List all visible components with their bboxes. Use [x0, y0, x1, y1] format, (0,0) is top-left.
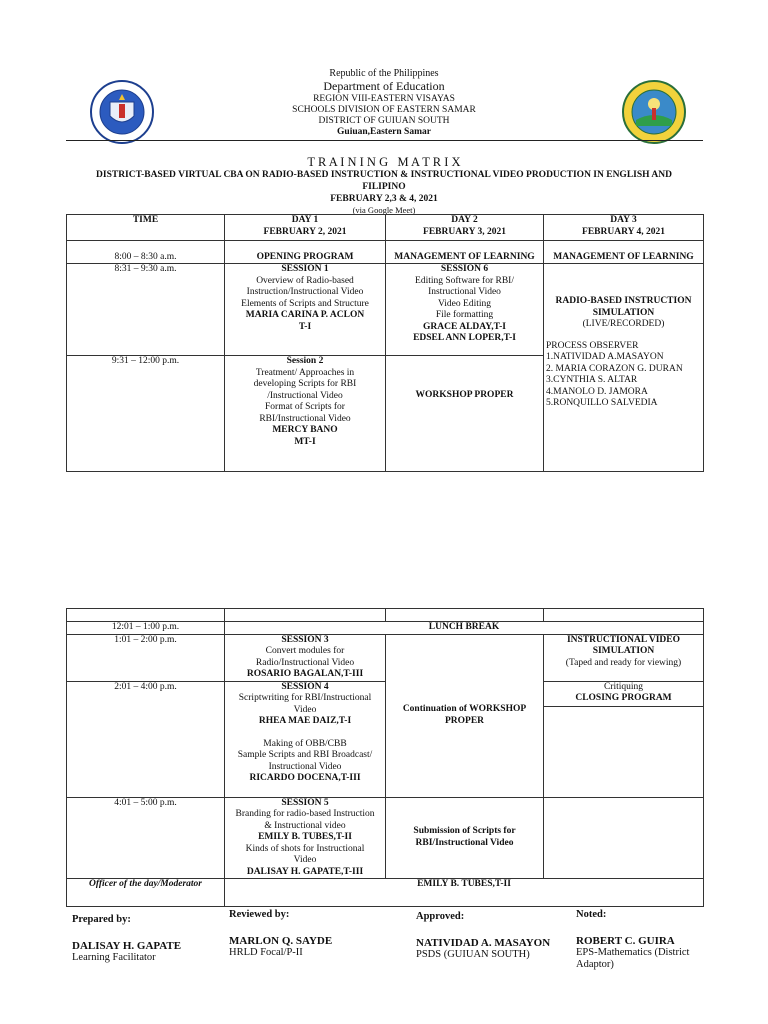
- prepared-by-label: Prepared by:: [72, 914, 131, 925]
- workshop-proper-cell: WORKSHOP PROPER: [386, 356, 544, 472]
- noted-by-name: ROBERT C. GUIRA: [576, 935, 675, 947]
- training-dates: FEBRUARY 2,3 & 4, 2021: [330, 194, 438, 204]
- noted-by-title-line2: Adaptor): [576, 959, 614, 970]
- time-cell: 8:00 – 8:30 a.m.: [67, 241, 225, 264]
- radio-simulation-cell: RADIO-BASED INSTRUCTION SIMULATION (LIVE/RECORDED) PROCESS OBSERVER 1.NATIVIDAD A.MASAYON 2. MARIA CORAZON G. DURAN 3.CYNTHIA S. ALTAR 4.MANOLO D. JAMORA 5.RONQUILLO SALVEDIA: [544, 264, 704, 472]
- training-title-line2: FILIPINO: [362, 182, 406, 192]
- table-row: [67, 634, 704, 681]
- table-row: [67, 622, 704, 635]
- session-5-cell: SESSION 5 Branding for radio-based Instruction & Instructional video EMILY B. TUBES,T-II Kinds of shots for Instructional Video DALISAY H. GAPATE,T-III: [225, 797, 386, 879]
- header-republic: Republic of the Philippines: [329, 68, 439, 79]
- training-platform: (via Google Meet): [352, 205, 416, 215]
- header-divider: [66, 140, 703, 141]
- reviewed-by-name: MARLON Q. SAYDE: [229, 935, 333, 947]
- approved-by-title: PSDS (GUIUAN SOUTH): [416, 949, 530, 960]
- table-row: [67, 797, 704, 879]
- workshop-continuation-cell: Continuation of WORKSHOP PROPER: [386, 634, 544, 797]
- time-cell: 4:01 – 5:00 p.m.: [67, 797, 225, 879]
- noted-by-title-line1: EPS-Mathematics (District: [576, 947, 690, 958]
- training-title-line1: DISTRICT-BASED VIRTUAL CBA ON RADIO-BASED INSTRUCTION & INSTRUCTIONAL VIDEO PRODUCTION IN ENGLISH AND: [96, 170, 672, 180]
- col-time-header: TIME: [67, 215, 225, 241]
- closing-cell: Critiquing CLOSING PROGRAM: [544, 681, 704, 797]
- header-region: REGION VIII-EASTERN VISAYAS: [313, 94, 455, 104]
- script-submission-cell: Submission of Scripts for RBI/Instructional Video: [386, 797, 544, 879]
- matrix-title: T R A I N I N G M A T R I X: [307, 155, 461, 169]
- matrix-table-morning: [66, 214, 704, 472]
- approved-by-block: [416, 911, 576, 961]
- session-4-cell: SESSION 4 Scriptwriting for RBI/Instructional Video RHEA MAE DAIZ,T-I Making of OBB/CBB Sample Scripts and RBI Broadcast/ Instructional Video RICARDO DOCENA,T-III: [225, 681, 386, 797]
- officer-name-cell: EMILY B. TUBES,T-II: [225, 879, 704, 907]
- reviewed-by-block: [229, 909, 399, 959]
- table-row: [67, 879, 704, 907]
- header-district: DISTRICT OF GUIUAN SOUTH: [318, 116, 450, 126]
- officer-label-cell: Officer of the day/Moderator: [67, 879, 225, 907]
- lunch-break-cell: LUNCH BREAK: [225, 622, 704, 635]
- approved-by-label: Approved:: [416, 911, 465, 922]
- prepared-by-name: DALISAY H. GAPATE: [72, 940, 182, 952]
- table-header-row: [67, 215, 704, 241]
- approved-by-name: NATIVIDAD A. MASAYON: [416, 937, 551, 949]
- header-department: Department of Education: [323, 79, 445, 93]
- time-cell: 9:31 – 12:00 p.m.: [67, 356, 225, 472]
- table-row-empty: [67, 609, 704, 622]
- management-of-learning-cell: MANAGEMENT OF LEARNING: [544, 241, 704, 264]
- matrix-table-afternoon: [66, 608, 704, 907]
- time-cell: 2:01 – 4:00 p.m.: [67, 681, 225, 797]
- session-2-cell: Session 2 Treatment/ Approaches in developing Scripts for RBI /Instructional Video Format of Scripts for RBI/Instructional Video MERCY BANO MT-I: [225, 356, 386, 472]
- reviewed-by-title: HRLD Focal/P-II: [229, 947, 303, 958]
- col-day1-header: DAY 1 FEBRUARY 2, 2021: [225, 215, 386, 241]
- session-1-cell: SESSION 1 Overview of Radio-based Instruction/Instructional Video Elements of Scripts and Structure MARIA CARINA P. ACLON T-I: [225, 264, 386, 356]
- time-cell: 12:01 – 1:00 p.m.: [67, 622, 225, 635]
- noted-by-label: Noted:: [576, 909, 607, 920]
- opening-program-cell: OPENING PROGRAM: [225, 241, 386, 264]
- reviewed-by-label: Reviewed by:: [229, 909, 290, 920]
- noted-by-block: [576, 909, 726, 971]
- session-6-cell: SESSION 6 Editing Software for RBI/ Instructional Video Video Editing File formatting GRACE ALDAY,T-I EDSEL ANN LOPER,T-I: [386, 264, 544, 356]
- prepared-by-block: [72, 914, 222, 964]
- management-of-learning-cell: MANAGEMENT OF LEARNING: [386, 241, 544, 264]
- table-row: [67, 681, 704, 797]
- table-row: [67, 264, 704, 356]
- header-location: Guiuan,Eastern Samar: [337, 127, 431, 137]
- header-division: SCHOOLS DIVISION OF EASTERN SAMAR: [292, 105, 476, 115]
- session-3-cell: SESSION 3 Convert modules for Radio/Instructional Video ROSARIO BAGALAN,T-III: [225, 634, 386, 681]
- col-day3-header: DAY 3 FEBRUARY 4, 2021: [544, 215, 704, 241]
- time-cell: 8:31 – 9:30 a.m.: [67, 264, 225, 356]
- prepared-by-title: Learning Facilitator: [72, 952, 156, 963]
- table-row: [67, 241, 704, 264]
- video-simulation-cell: INSTRUCTIONAL VIDEO SIMULATION (Taped and ready for viewing): [544, 634, 704, 681]
- col-day2-header: DAY 2 FEBRUARY 3, 2021: [386, 215, 544, 241]
- time-cell: 1:01 – 2:00 p.m.: [67, 634, 225, 681]
